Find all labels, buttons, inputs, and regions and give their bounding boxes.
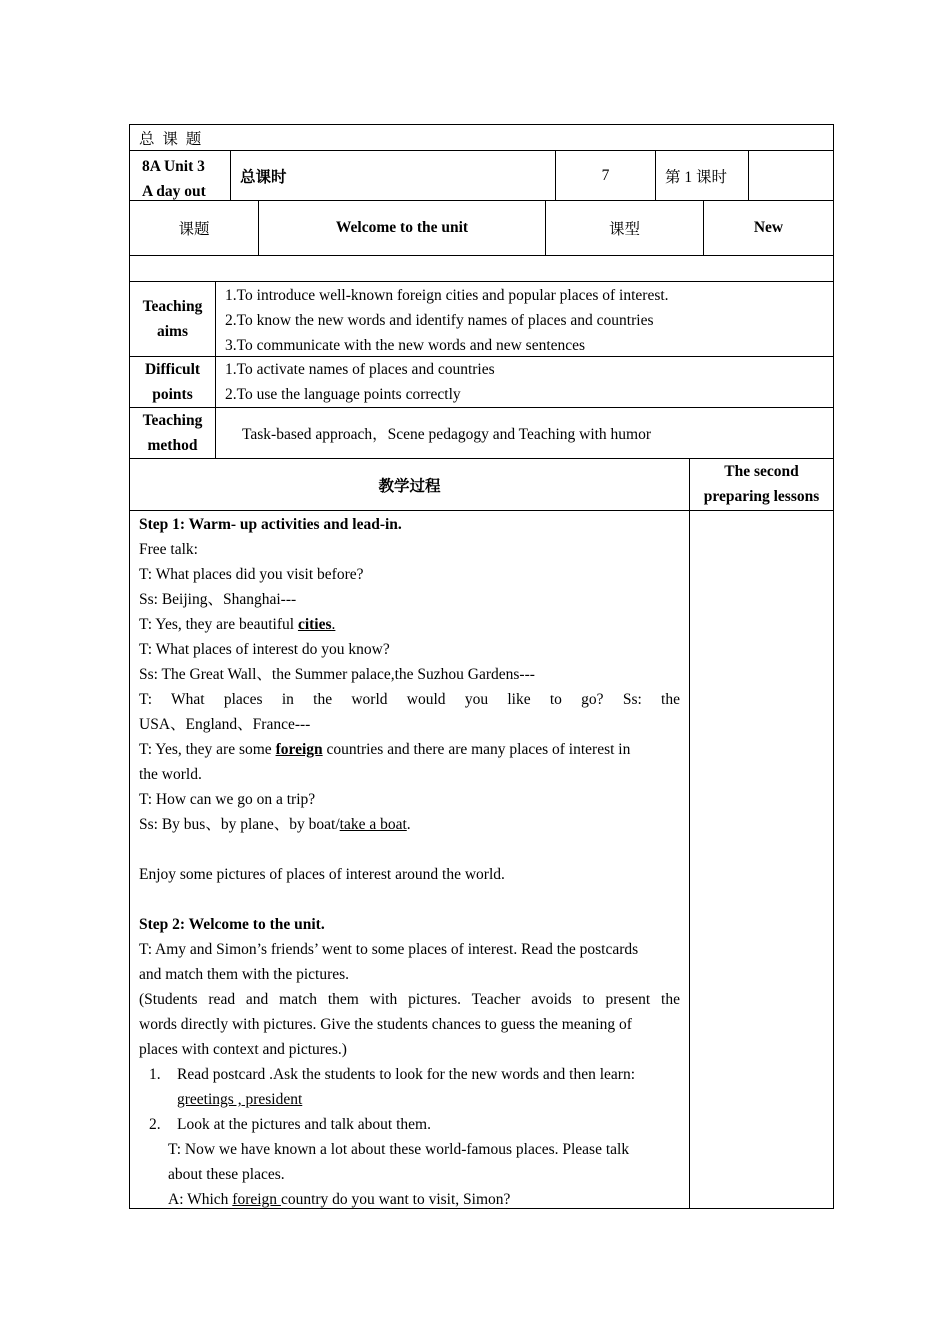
difficult-item: 1.To activate names of places and countries — [225, 361, 495, 378]
aim-item: 3.To communicate with the new words and new sentences — [225, 337, 586, 354]
paragraph-line: T: Amy and Simon’s friends’ went to some places of interest. Read the postcards — [139, 941, 639, 958]
teaching-process-title: 教学过程 — [129, 458, 690, 511]
total-hours-label: 总课时 — [230, 150, 556, 201]
list-item: 2. Look at the pictures and talk about them. — [149, 1116, 431, 1133]
dialog-line: the world. — [139, 766, 202, 783]
difficult-points-list — [215, 356, 834, 408]
free-talk-label: Free talk: — [139, 541, 198, 558]
type-value: New — [703, 200, 834, 256]
paragraph-line: (Students read and match them with pictures. Teacher avoids to present the — [139, 991, 680, 1008]
topic-value: Welcome to the unit — [258, 200, 546, 256]
enjoy-pictures-line: Enjoy some pictures of places of interest around the world. — [139, 866, 505, 883]
list-item: 1. Read postcard .Ask the students to look for the new words and then learn: — [149, 1066, 636, 1083]
teaching-aims-label: Teaching aims — [129, 281, 216, 357]
lesson-number-value — [748, 150, 834, 201]
lesson-number-label: 第 1 课时 — [655, 150, 749, 201]
dialog-line: T: What places in the world would you like to go? Ss: the — [139, 691, 680, 708]
dialog-line: T: Yes, they are beautiful cities. — [139, 616, 336, 633]
unit-cell — [129, 150, 231, 201]
dialog-line: T: What places did you visit before? — [139, 566, 364, 583]
paragraph-line: and match them with the pictures. — [139, 966, 350, 983]
keyword-foreign-2: foreign — [232, 1191, 281, 1208]
teaching-aims-list — [215, 281, 834, 357]
paragraph-line: words directly with pictures. Give the students chances to guess the meaning of — [139, 1016, 632, 1033]
dialog-line: Ss: The Great Wall、the Summer palace,the Suzhou Gardens--- — [139, 666, 535, 683]
teaching-method-value: Task-based approach，Scene pedagogy and Teaching with humor — [215, 407, 834, 459]
unit-line-2: A day out — [142, 183, 206, 200]
unit-line-1: 8A Unit 3 — [142, 158, 205, 175]
dialog-line: USA、England、France--- — [139, 716, 311, 733]
difficult-points-label: Difficult points — [129, 356, 216, 408]
dialog-line: A: Which foreign country do you want to visit, Simon? — [168, 1191, 511, 1208]
keyword-take-a-boat: take a boat — [339, 816, 407, 833]
process-content — [129, 510, 690, 1209]
list-item-words: greetings , president — [177, 1091, 303, 1108]
step1-title: Step 1: Warm- up activities and lead-in. — [139, 516, 402, 533]
dialog-line: T: What places of interest do you know? — [139, 641, 390, 658]
paragraph-line: places with context and pictures.) — [139, 1041, 347, 1058]
topic-label: 课题 — [129, 200, 259, 256]
dialog-line: T: How can we go on a trip? — [139, 791, 316, 808]
aim-item: 2.To know the new words and identify names of places and countries — [225, 312, 654, 329]
dialog-line: T: Yes, they are some foreign countries and there are many places of interest in — [139, 741, 631, 758]
spacer-row — [129, 255, 834, 282]
difficult-item: 2.To use the language points correctly — [225, 386, 461, 403]
type-label: 课型 — [545, 200, 704, 256]
dialog-line: T: Now we have known a lot about these world-famous places. Please talk — [168, 1141, 630, 1158]
step2-title: Step 2: Welcome to the unit. — [139, 916, 325, 933]
teaching-method-label: Teaching method — [129, 407, 216, 459]
keyword-cities: cities — [297, 616, 332, 633]
dialog-line: Ss: By bus、by plane、by boat/take a boat. — [139, 816, 411, 833]
second-preparing-header: The second preparing lessons — [689, 458, 834, 511]
dialog-line: about these places. — [168, 1166, 285, 1183]
total-hours-value: 7 — [555, 150, 656, 201]
dialog-line: Ss: Beijing、Shanghai--- — [139, 591, 297, 608]
second-preparing-notes — [689, 510, 834, 1209]
general-topic-label: 总 课 题 — [129, 124, 834, 151]
keyword-foreign: foreign — [275, 741, 323, 758]
aim-item: 1.To introduce well-known foreign cities and popular places of interest. — [225, 287, 669, 304]
